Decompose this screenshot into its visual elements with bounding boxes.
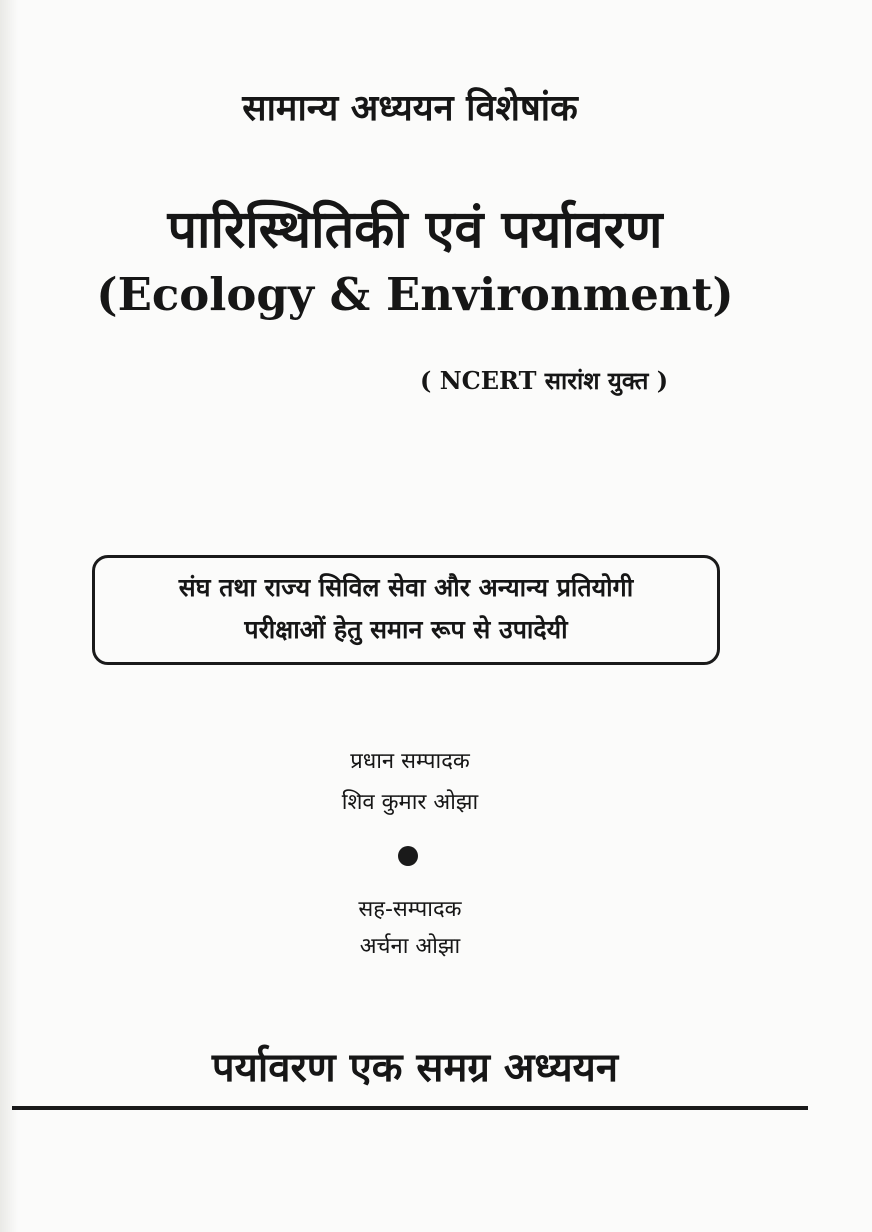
banner-line-1: संघ तथा राज्य सिविल सेवा और अन्यान्य प्रतियोगी bbox=[178, 573, 634, 602]
series-title: सामान्य अध्ययन विशेषांक bbox=[242, 88, 578, 129]
co-editor-role: सह-सम्पादक bbox=[358, 897, 462, 922]
bottom-title: पर्यावरण एक समग्र अध्ययन bbox=[211, 1045, 619, 1091]
english-subtitle: (Ecology & Environment) bbox=[96, 268, 734, 321]
co-editor-name: अर्चना ओझा bbox=[359, 934, 461, 959]
chief-editor-name: शिव कुमार ओझा bbox=[341, 790, 479, 815]
chief-editor-role: प्रधान सम्पादक bbox=[350, 749, 470, 774]
banner-line-2: परीक्षाओं हेतु समान रूप से उपादेयी bbox=[244, 615, 568, 644]
main-title: पारिस्थितिकी एवं पर्यावरण bbox=[167, 200, 663, 260]
ncert-note: ( NCERT सारांश युक्त ) bbox=[420, 366, 669, 395]
bullet-separator-icon bbox=[398, 846, 418, 866]
bottom-divider bbox=[12, 1106, 808, 1110]
